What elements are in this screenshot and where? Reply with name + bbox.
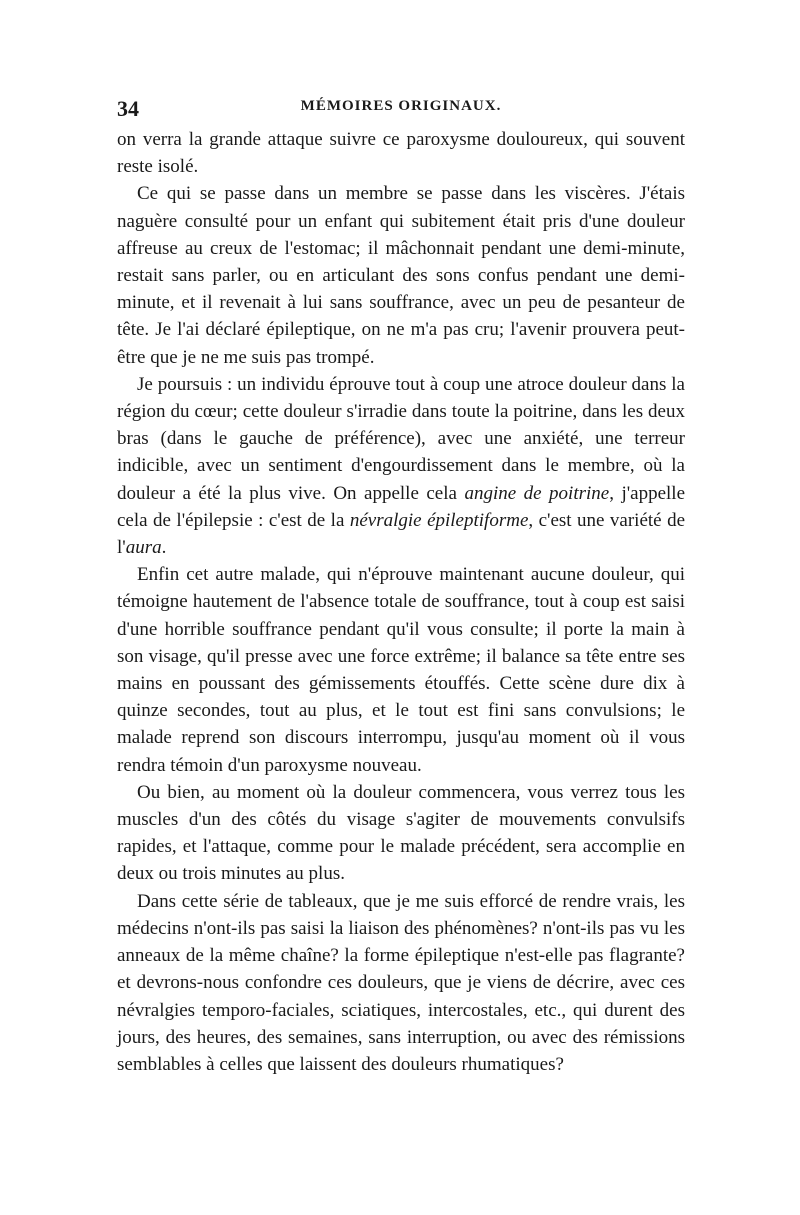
- body-text: [117, 126, 685, 1078]
- running-title: MÉMOIRES ORIGINAUX.: [300, 98, 502, 114]
- text-segment: Ce qui se passe dans un membre se passe dans les viscères. J'étais naguère consulté pour un enfant qui subitement était pris d'une douleur affreuse au creux de l'estomac; il mâchonnait pendant une demi-minute, restait sans parler, ou en articulant des sons confus pendant une demi-minute, et il revenait à lui sans souffrance, avec un peu de pesanteur de tête. Je l'ai déclaré épileptique, on ne m'a pas cru; l'avenir prouvera peut-être que je ne me suis pas trompé.: [117, 183, 685, 368]
- running-head: [117, 96, 685, 126]
- book-page: [117, 96, 685, 1078]
- page-number: 34: [117, 96, 139, 121]
- paragraph-1: [117, 126, 685, 180]
- text-segment: on verra la grande attaque suivre ce paroxysme douloureux, qui souvent reste isolé.: [117, 129, 685, 178]
- text-segment: , c'est une variété de l': [117, 509, 685, 559]
- italic-term-aura: aura: [125, 537, 162, 559]
- paragraph-2: [117, 180, 685, 370]
- text-segment: Ou bien, au moment où la douleur commencera, vous verrez tous les muscles d'un des côtés du visage s'agiter de mouvements convulsifs rapides, et l'attaque, comme pour le malade précédent, sera accomplie en deux ou trois minutes au plus.: [117, 781, 685, 885]
- text-segment: Dans cette série de tableaux, que je me suis efforcé de rendre vrais, les médecins n'ont-ils pas saisi la liaison des phénomènes? n'ont-ils pas vu les anneaux de la même chaîne? la forme épileptique n'est-elle pas flagrante? et devrons-nous confondre ces douleurs, que je viens de décrire, avec ces névralgies temporo-faciales, sciatiques, intercostales, etc., qui durent des jours, des heures, des semaines, sans interruption, ou avec des rémissions semblables à celles que laissent des douleurs rhumatiques?: [117, 890, 685, 1075]
- italic-term-nevralgie-epileptiforme: névralgie épileptiforme: [349, 509, 529, 531]
- italic-term-angine-de-poitrine: angine de poitrine: [464, 482, 610, 504]
- paragraph-4: [117, 561, 685, 779]
- text-segment: Enfin cet autre malade, qui n'éprouve maintenant aucune douleur, qui témoigne hautement de l'absence totale de souffrance, tout à coup est saisi d'une horrible souffrance pendant qu'il vous consulte; il porte la main à son visage, qu'il presse avec une force extrême; il balance sa tête entre ses mains en poussant des gémissements étouffés. Cette scène dure dix à quinze secondes, tout au plus, et le tout est fini sans convulsions; le malade reprend son discours interrompu, jusqu'au moment où il vous rendra témoin d'un paroxysme nouveau.: [117, 564, 685, 776]
- paragraph-6: [117, 888, 685, 1078]
- text-segment: .: [161, 537, 167, 559]
- text-segment: Je poursuis : un individu éprouve tout à coup une atroce douleur dans la région du cœur; cette douleur s'irradie dans toute la poitrine, dans les deux bras (dans le gauche de préférence), avec une anxiété, une terreur indicible, avec un sentiment d'engourdissement dans le membre, où la douleur a été la plus vive. On appelle cela: [117, 373, 685, 504]
- paragraph-3: [117, 371, 685, 561]
- text-segment: , j'appelle cela de l'épilepsie : c'est de la: [117, 482, 686, 531]
- paragraph-5: [117, 779, 685, 888]
